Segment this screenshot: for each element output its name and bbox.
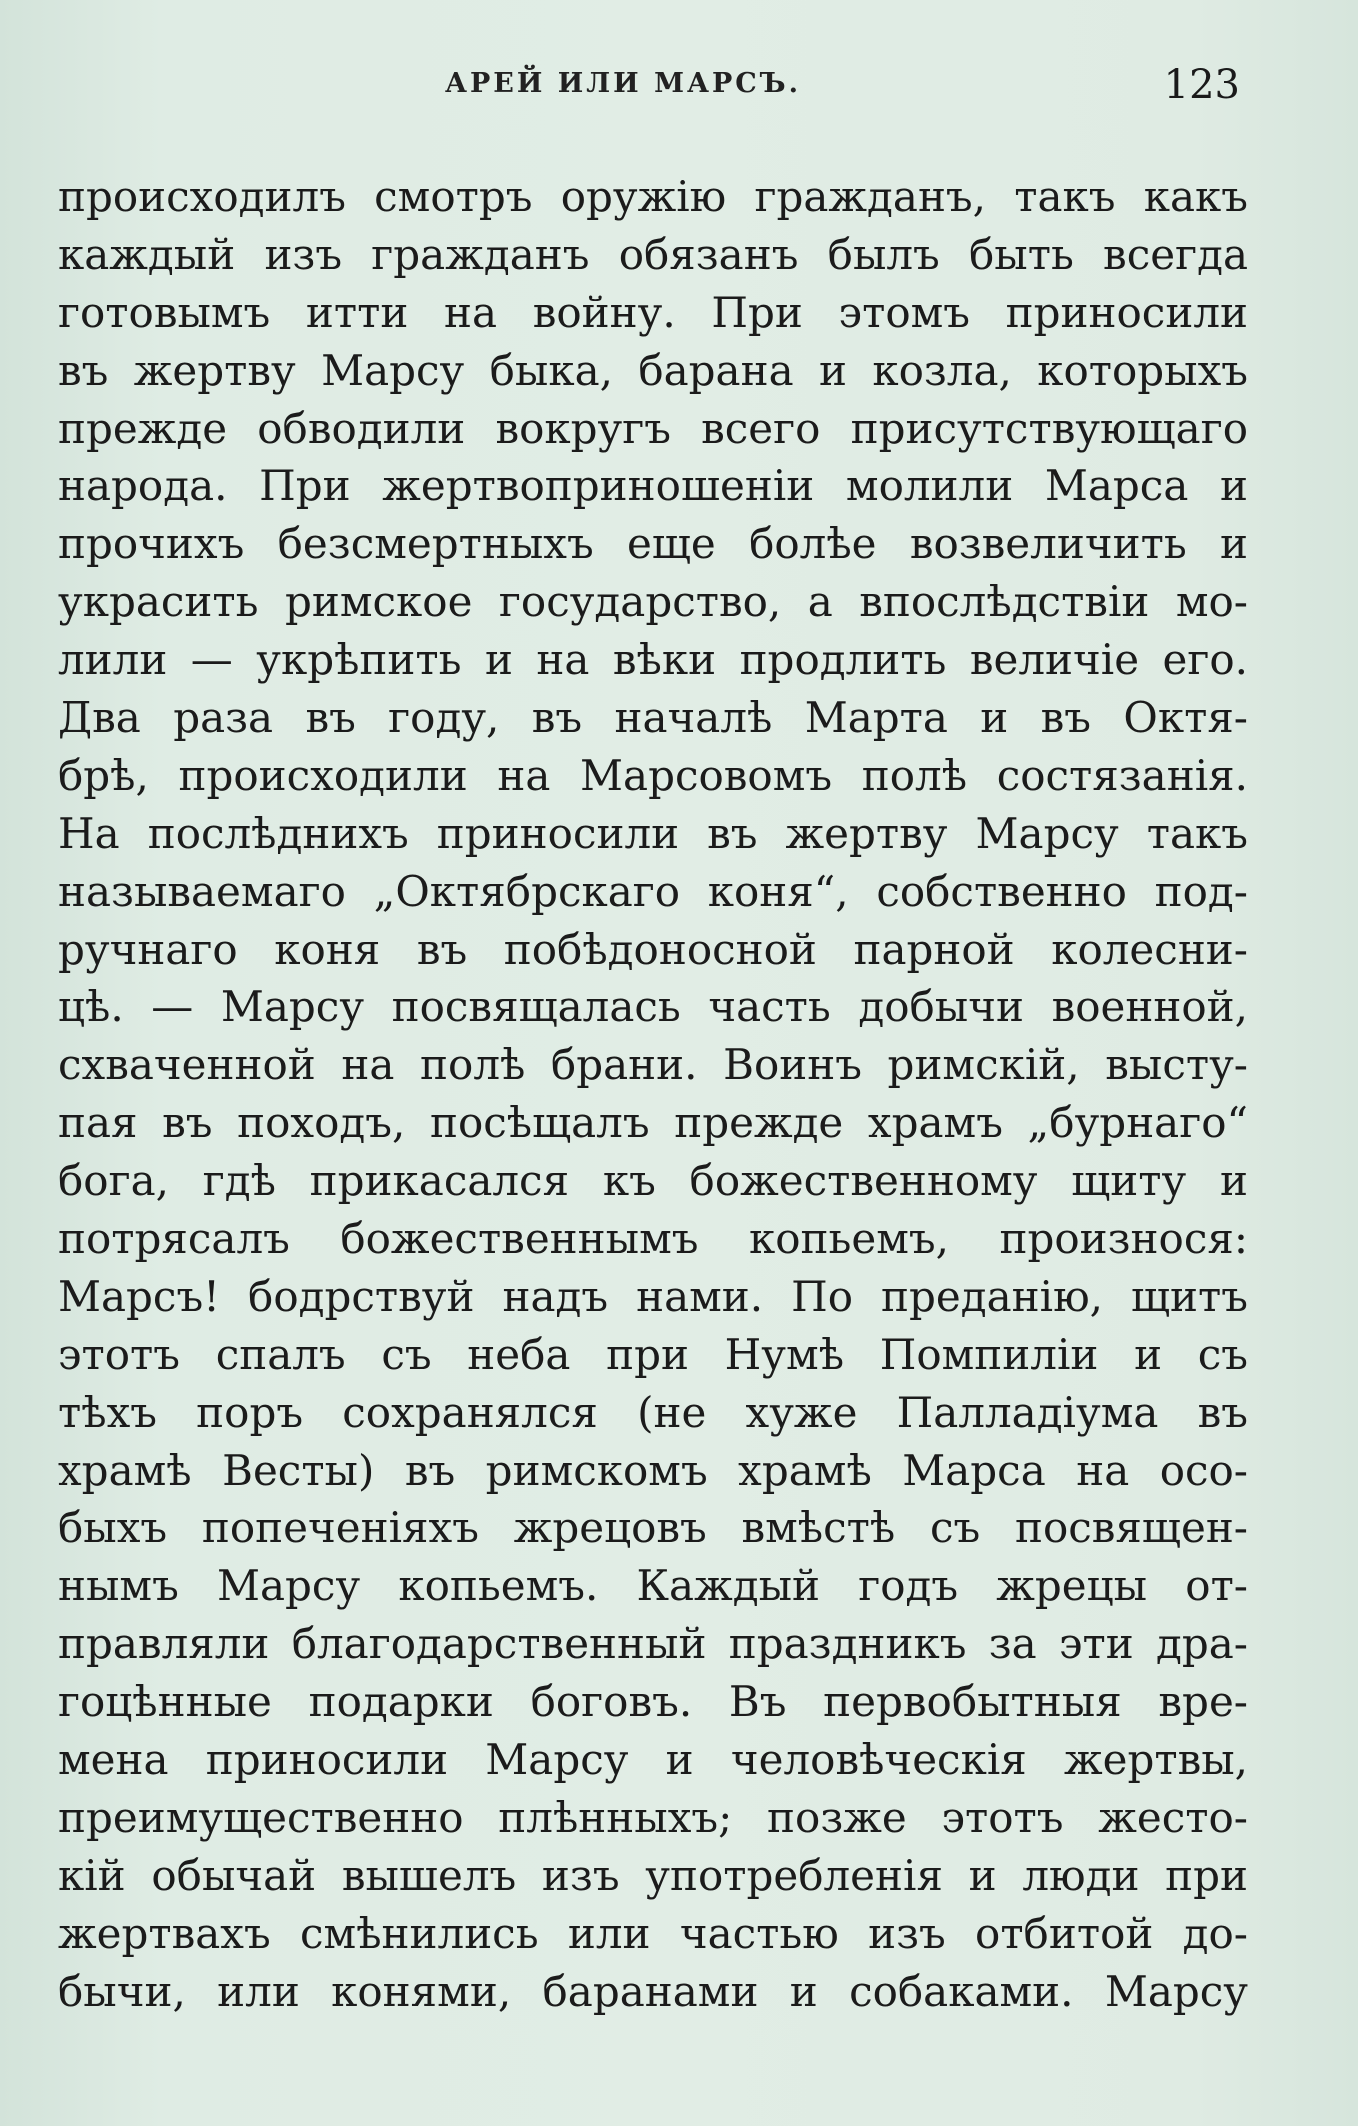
- running-title: АРЕЙ ИЛИ МАРСЪ.: [445, 68, 801, 99]
- text-line: тѣхъ поръ сохранялся (не хуже Палладіума въ: [58, 1387, 1248, 1437]
- text-line: На послѣднихъ приносили въ жертву Марсу такъ: [58, 808, 1248, 858]
- text-line: мена приносили Марсу и человѣческія жертвы,: [58, 1735, 1248, 1785]
- text-line: въ жертву Марсу быка, барана и козла, которыхъ: [58, 345, 1248, 395]
- text-line: пая въ походъ, посѣщалъ прежде храмъ „бурнаго“: [58, 1098, 1248, 1148]
- text-line: брѣ, происходили на Марсовомъ полѣ состязанія.: [58, 750, 1248, 800]
- text-line: кій обычай вышелъ изъ употребленія и люди при: [58, 1850, 1248, 1900]
- text-line: народа. При жертвоприношеніи молили Марса и: [58, 461, 1248, 511]
- text-line: жертвахъ смѣнились или частью изъ отбитой до-: [58, 1908, 1248, 1958]
- text-line: бычи, или конями, баранами и собаками. Марсу: [58, 1966, 1248, 2016]
- text-line: нымъ Марсу копьемъ. Каждый годъ жрецы от-: [58, 1561, 1248, 1611]
- text-line: гоцѣнные подарки боговъ. Въ первобытныя вре-: [58, 1677, 1248, 1727]
- text-line: этотъ спалъ съ неба при Нумѣ Помпиліи и съ: [58, 1329, 1248, 1379]
- body-text: [58, 168, 1248, 2021]
- text-line: цѣ. — Марсу посвящалась часть добычи военной,: [58, 982, 1248, 1032]
- text-line: прежде обводили вокругъ всего присутствующаго: [58, 403, 1248, 453]
- text-line: украсить римское государство, а впослѣдствіи мо-: [58, 577, 1248, 627]
- text-line: Марсъ! бодрствуй надъ нами. По преданію, щитъ: [58, 1271, 1248, 1321]
- text-line: храмѣ Весты) въ римскомъ храмѣ Марса на осо-: [58, 1445, 1248, 1495]
- text-line: каждый изъ гражданъ обязанъ былъ быть всегда: [58, 229, 1248, 279]
- text-line: быхъ попеченіяхъ жрецовъ вмѣстѣ съ посвящен-: [58, 1503, 1248, 1553]
- text-line: прочихъ безсмертныхъ еще болѣе возвеличить и: [58, 519, 1248, 569]
- text-line: ручнаго коня въ побѣдоносной парной колесни-: [58, 924, 1248, 974]
- page-header: [60, 62, 1240, 106]
- text-line: схваченной на полѣ брани. Воинъ римскій, высту-: [58, 1040, 1248, 1090]
- text-line: правляли благодарственный праздникъ за эти дра-: [58, 1619, 1248, 1669]
- page-number: 123: [1163, 62, 1240, 108]
- text-line: потрясалъ божественнымъ копьемъ, произнося:: [58, 1214, 1248, 1264]
- text-line: бога, гдѣ прикасался къ божественному щиту и: [58, 1156, 1248, 1206]
- text-line: называемаго „Октябрскаго коня“, собственно под-: [58, 866, 1248, 916]
- text-line: преимущественно плѣнныхъ; позже этотъ жесто-: [58, 1792, 1248, 1842]
- text-line: готовымъ итти на войну. При этомъ приносили: [58, 287, 1248, 337]
- text-line: Два раза въ году, въ началѣ Марта и въ Октя-: [58, 693, 1248, 743]
- text-line: происходилъ смотръ оружію гражданъ, такъ какъ: [58, 172, 1248, 221]
- text-line: лили — укрѣпить и на вѣки продлить величіе его.: [58, 635, 1248, 685]
